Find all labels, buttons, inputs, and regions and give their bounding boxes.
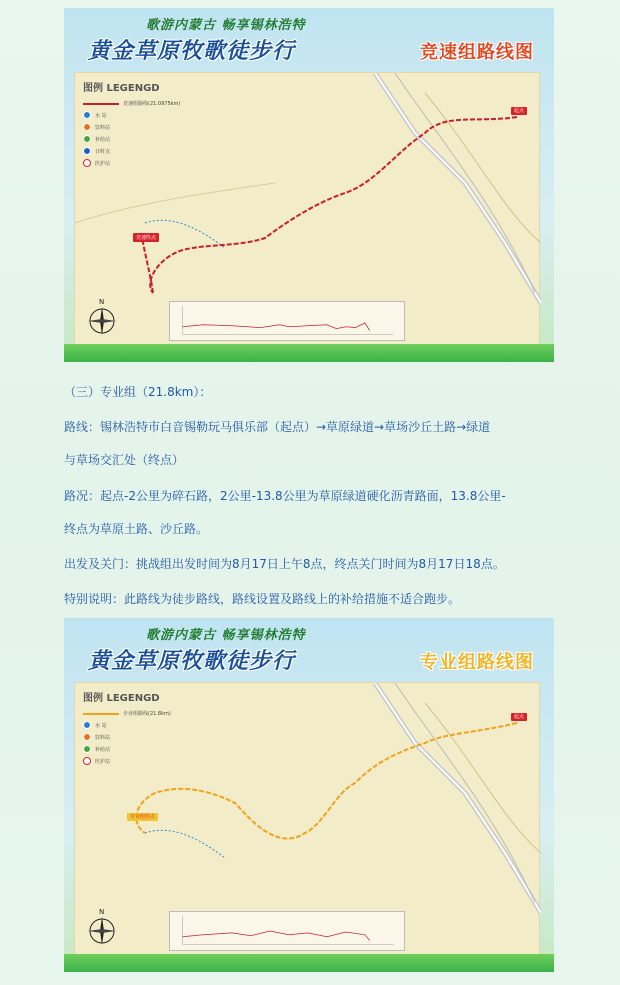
water-station-icon [83,111,91,119]
timing-point-icon [83,147,91,155]
poster-title: 黄金草原牧歌徒步行 [88,649,296,674]
map-legend [83,79,180,171]
svg-text:N: N [99,298,105,306]
legend-route-line [83,710,171,717]
road-condition: 路况：起点-2公里为碎石路，2公里-13.8公里为草原绿道硬化沥青路面，13.8公里- [64,489,506,503]
map-legend [83,689,171,769]
poster-title: 黄金草原牧歌徒步行 [88,39,296,64]
legend-item-drink [83,123,180,131]
legend-label: 补给站 [95,746,111,753]
water-station-icon [83,721,91,729]
route-line-swatch [83,103,119,105]
legend-label: 计时点 [95,148,111,155]
poster-grass-decoration [64,344,554,362]
legend-label: 补给站 [95,136,111,143]
finish-marker: 竞速终点 [133,233,159,242]
legend-item-water [83,111,180,119]
route-map [74,682,540,962]
legend-item-supply [83,135,180,143]
legend-title: 图例 LEGENGD [83,83,160,94]
medical-station-icon [83,159,91,167]
legend-item-supply [83,745,171,753]
legend-label: 水 站 [95,722,107,729]
legend-item-water [83,721,171,729]
elevation-profile [169,301,405,341]
legend-route-label: 专业组路线(21.8km) [123,711,171,717]
race-route-poster [64,8,554,362]
legend-route-line [83,100,180,107]
route-map [74,72,540,352]
special-note: 特别说明：此路线为徒步路线，路线设置及路线上的补给措施不适合跑步。 [64,592,461,606]
legend-label: 饮料站 [95,734,111,741]
medical-station-icon [83,757,91,765]
legend-label: 水 站 [95,112,107,119]
route-description: 路线：锡林浩特市白音锡勒玩马俱乐部（起点）→草原绿道→草场沙丘土路→绿道 [64,420,491,434]
svg-text:N: N [99,908,105,916]
road-condition-cont: 终点为草原土路、沙丘路。 [64,522,209,536]
section-heading: （三）专业组（21.8km）： [64,385,212,399]
legend-label: 医护站 [95,758,111,765]
compass-icon [87,297,117,337]
poster-slogan: 歌游内蒙古 畅享锡林浩特 [146,628,306,643]
start-marker: 起点 [511,107,527,115]
legend-label: 医护站 [95,160,111,167]
legend-item-drink [83,733,171,741]
route-description-cont: 与草场交汇处（终点） [64,453,185,467]
start-marker: 起点 [511,713,527,721]
drink-station-icon [83,733,91,741]
route-line-swatch [83,713,119,715]
finish-marker: 专业组终点 [127,813,158,821]
route-map-title: 专业组路线图 [420,652,534,673]
legend-title: 图例 LEGENGD [83,693,160,704]
legend-route-label: 竞速组路线(21.0975km) [123,101,181,107]
poster-grass-decoration [64,954,554,972]
drink-station-icon [83,123,91,131]
poster-slogan: 歌游内蒙古 畅享锡林浩特 [146,18,306,33]
legend-item-medical [83,757,171,765]
route-map-title: 竞速组路线图 [420,42,534,63]
start-close-time: 出发及关门：挑战组出发时间为8月17日上午8点，终点关门时间为8月17日18点。 [64,557,505,571]
legend-label: 饮料站 [95,124,111,131]
legend-item-timing [83,147,180,155]
pro-route-poster [64,618,554,972]
elevation-profile [169,911,405,951]
legend-item-medical [83,159,180,167]
supply-station-icon [83,745,91,753]
supply-station-icon [83,135,91,143]
compass-icon [87,907,117,947]
